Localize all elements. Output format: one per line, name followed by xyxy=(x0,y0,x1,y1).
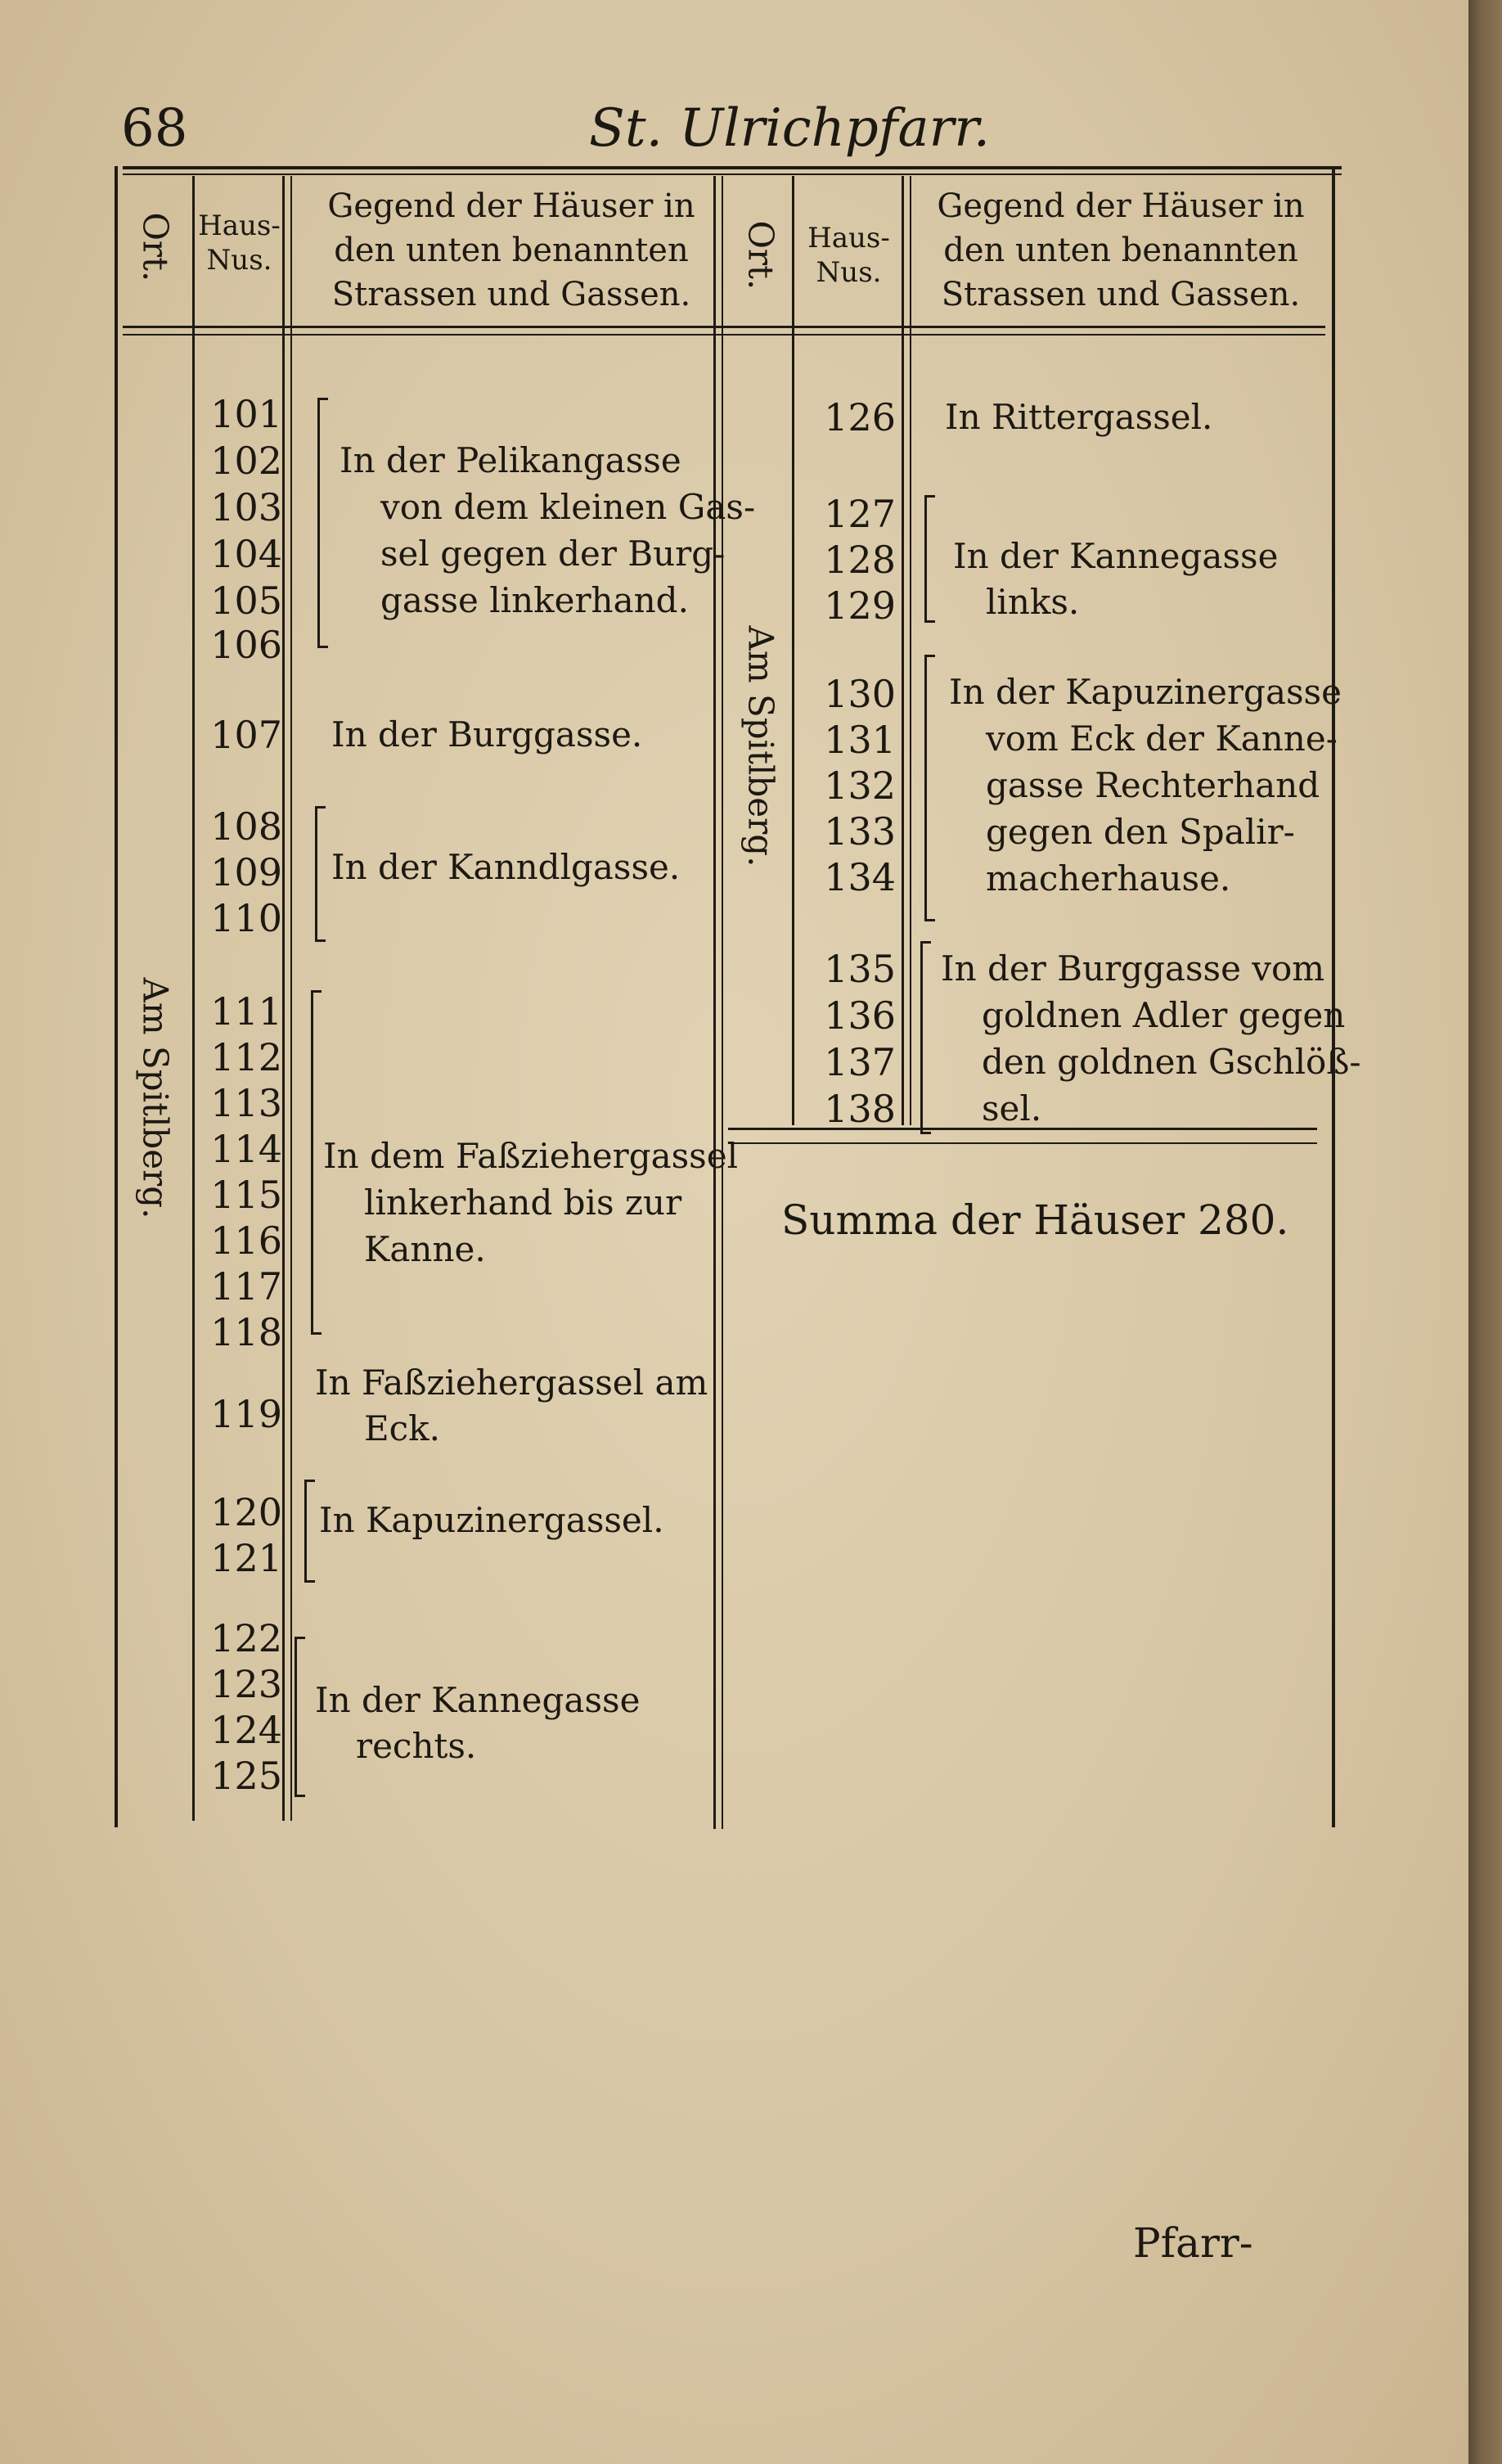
house-number: 129 xyxy=(824,583,896,628)
brace-127-129 xyxy=(924,495,935,623)
running-head: St. Ulrichpfarr. xyxy=(589,98,991,159)
house-number: 124 xyxy=(210,1708,282,1752)
catchword: Pfarr- xyxy=(1133,2219,1253,2267)
left-num-rule xyxy=(282,176,285,1821)
brace-111-118 xyxy=(311,990,322,1335)
right-num-rule-2 xyxy=(910,176,911,1125)
house-number: 132 xyxy=(824,764,896,808)
left-desc-kapuzinergassel: In Kapuzinergassel. xyxy=(319,1500,664,1540)
house-number: 106 xyxy=(210,623,282,667)
right-desc-burggasse-4: sel. xyxy=(982,1088,1042,1128)
left-desc-fassziehergassel-1: In dem Faßziehergassel xyxy=(323,1136,739,1176)
left-desc-fassziehergassel-eck-2: Eck. xyxy=(364,1408,440,1448)
house-number: 121 xyxy=(210,1536,282,1580)
house-number: 111 xyxy=(210,989,282,1034)
summa-total: Summa der Häuser 280. xyxy=(781,1196,1289,1244)
house-number: 112 xyxy=(210,1035,282,1079)
left-desc-kannegasse-1: In der Kannegasse xyxy=(315,1680,641,1720)
right-desc-burggasse-3: den goldnen Gschlöß- xyxy=(982,1042,1361,1082)
right-ort-rule xyxy=(792,176,794,1125)
top-rule-2 xyxy=(123,173,1342,175)
house-number: 133 xyxy=(824,809,896,854)
house-number: 120 xyxy=(210,1490,282,1534)
left-desc-pelikangasse-4: gasse linkerhand. xyxy=(380,580,689,620)
house-number: 109 xyxy=(210,850,282,894)
house-number: 137 xyxy=(824,1040,896,1084)
house-number: 107 xyxy=(210,713,282,757)
ort-header-left: Ort. xyxy=(135,212,176,282)
house-number: 116 xyxy=(210,1218,282,1263)
right-desc-kapuzinergasse-3: gasse Rechterhand xyxy=(986,765,1320,805)
right-table-bottom-2 xyxy=(728,1142,1317,1144)
nus-label: Nus. xyxy=(816,256,882,289)
house-number: 130 xyxy=(824,672,896,716)
right-desc-rittergassel: In Rittergassel. xyxy=(945,397,1213,437)
house-number: 126 xyxy=(824,395,896,439)
gegend-line3: Strassen und Gassen. xyxy=(331,276,691,313)
brace-130-134 xyxy=(924,655,935,921)
house-number: 127 xyxy=(824,492,896,536)
house-number: 108 xyxy=(210,804,282,849)
house-number: 136 xyxy=(824,993,896,1038)
outer-left-rule xyxy=(115,166,118,1827)
house-number: 122 xyxy=(210,1616,282,1660)
house-number: 113 xyxy=(210,1081,282,1125)
gegend-line2: den unten benannten xyxy=(334,232,689,269)
brace-122-125 xyxy=(295,1637,305,1797)
house-number: 114 xyxy=(210,1127,282,1171)
left-desc-burggasse: In der Burggasse. xyxy=(331,714,643,755)
gegend-header-left xyxy=(311,184,712,317)
left-desc-fassziehergassel-3: Kanne. xyxy=(364,1229,486,1269)
house-number: 117 xyxy=(210,1264,282,1309)
haus-nus-header-left xyxy=(196,209,282,277)
house-number: 119 xyxy=(210,1392,282,1436)
ort-left-am-spitlberg: Am Spitlberg. xyxy=(135,977,176,1219)
house-number: 101 xyxy=(210,392,282,436)
ort-header-right: Ort. xyxy=(740,220,781,291)
ort-right-am-spitlberg: Am Spitlberg. xyxy=(740,625,781,867)
haus-nus-header-right xyxy=(798,221,900,290)
left-desc-kanndlgasse: In der Kanndlgasse. xyxy=(331,847,681,887)
left-desc-pelikangasse-3: sel gegen der Burg- xyxy=(380,534,726,574)
brace-120-121 xyxy=(304,1480,315,1583)
house-number: 138 xyxy=(824,1087,896,1131)
left-ort-rule xyxy=(192,176,195,1821)
brace-135-138 xyxy=(920,941,931,1134)
house-number: 125 xyxy=(210,1754,282,1798)
page-number: 68 xyxy=(121,98,188,159)
brace-108-110 xyxy=(315,806,326,942)
house-number: 105 xyxy=(210,579,282,623)
center-rule-2 xyxy=(722,176,723,1829)
right-desc-burggasse-1: In der Burggasse vom xyxy=(941,948,1325,989)
header-bottom-rule-2 xyxy=(123,334,1325,336)
right-desc-kannegasse-2: links. xyxy=(986,582,1080,622)
house-number: 123 xyxy=(210,1662,282,1706)
house-number: 118 xyxy=(210,1310,282,1354)
house-number: 135 xyxy=(824,947,896,991)
book-spine xyxy=(1468,0,1502,2464)
house-number: 110 xyxy=(210,896,282,940)
house-number: 104 xyxy=(210,532,282,576)
top-rule xyxy=(123,166,1342,169)
left-desc-pelikangasse-2: von dem kleinen Gas- xyxy=(380,487,756,527)
center-rule xyxy=(713,176,716,1829)
right-desc-burggasse-2: goldnen Adler gegen xyxy=(982,995,1346,1035)
gegend-line1: Gegend der Häuser in xyxy=(327,187,695,225)
haus-label: Haus- xyxy=(807,222,890,255)
brace-101-106 xyxy=(317,398,328,648)
house-number: 102 xyxy=(210,439,282,483)
gegend-header-right xyxy=(916,184,1325,317)
right-desc-kapuzinergasse-2: vom Eck der Kanne- xyxy=(986,718,1338,759)
house-number: 131 xyxy=(824,718,896,762)
left-desc-fassziehergassel-eck-1: In Faßziehergassel am xyxy=(315,1363,708,1403)
house-number: 103 xyxy=(210,485,282,529)
nus-label: Nus. xyxy=(206,244,272,277)
right-num-rule xyxy=(902,176,904,1125)
right-desc-kapuzinergasse-4: gegen den Spalir- xyxy=(986,812,1295,852)
right-desc-kapuzinergasse-5: macherhause. xyxy=(986,858,1231,899)
house-number: 115 xyxy=(210,1173,282,1217)
gegend-line3: Strassen und Gassen. xyxy=(941,276,1301,313)
right-desc-kannegasse-1: In der Kannegasse xyxy=(953,536,1279,576)
left-num-rule-2 xyxy=(290,176,292,1821)
house-number: 128 xyxy=(824,538,896,582)
gegend-line1: Gegend der Häuser in xyxy=(937,187,1305,225)
header-bottom-rule xyxy=(123,326,1325,328)
left-desc-fassziehergassel-2: linkerhand bis zur xyxy=(364,1182,682,1223)
gegend-line2: den unten benannten xyxy=(943,232,1298,269)
house-number: 134 xyxy=(824,855,896,899)
left-desc-pelikangasse-1: In der Pelikangasse xyxy=(340,440,681,480)
left-desc-kannegasse-2: rechts. xyxy=(356,1726,477,1766)
right-desc-kapuzinergasse-1: In der Kapuzinergasse xyxy=(949,672,1342,712)
haus-label: Haus- xyxy=(198,209,281,242)
